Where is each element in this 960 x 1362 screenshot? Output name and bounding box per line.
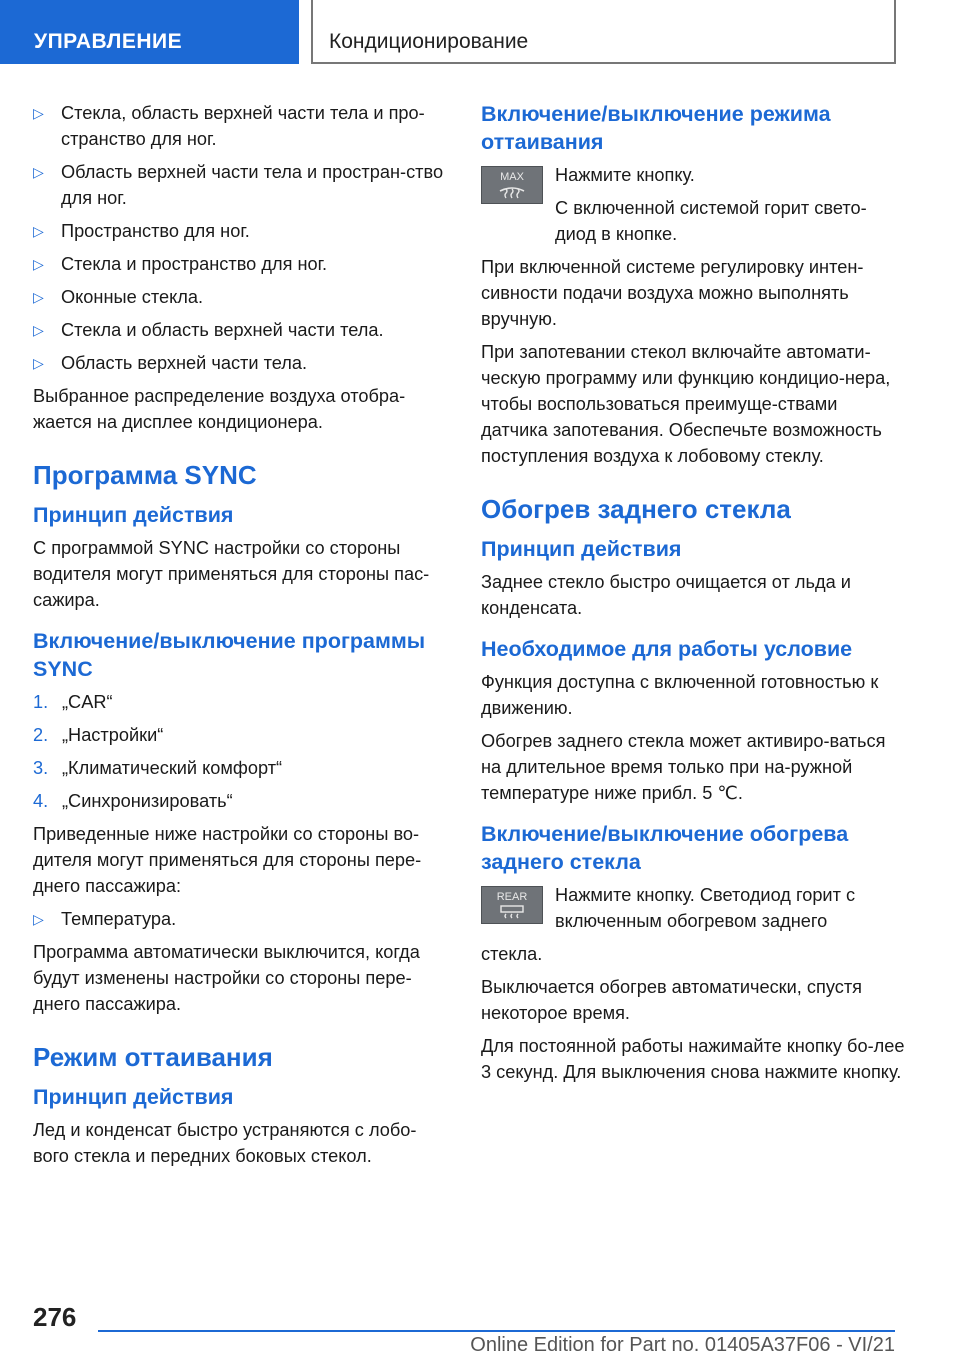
chapter-tab: УПРАВЛЕНИЕ [0, 0, 299, 64]
defrost-principle-heading: Принцип действия [33, 1085, 234, 1109]
edition-footer: Online Edition for Part no. 01405A37F06 - VI/21 [470, 1334, 895, 1356]
left-column [33, 100, 447, 1176]
paragraph: Программа автоматически выключится, когда будут изменены настройки со стороны пере-днего пассажира. [33, 942, 420, 1014]
triangle-bullet-icon: ▷ [33, 355, 44, 371]
paragraph: Нажмите кнопку. [555, 165, 695, 185]
defrost-heading: Режим оттаивания [33, 1042, 273, 1072]
paragraph: Приведенные ниже настройки со стороны во-дителя могут применяться для стороны пере-днего пассажира: [33, 824, 422, 896]
list-item: ▷ Стекла и область верхней части тела. [33, 317, 447, 343]
paragraph: При включенной системе регулировку интен-сивности подачи воздуха можно выполнять вручную. [481, 257, 864, 329]
step-number: 3. [33, 758, 49, 778]
max-instruction [481, 162, 905, 247]
sync-principle-heading: Принцип действия [33, 503, 234, 527]
paragraph: Функция доступна с включенной готовностью к движению. [481, 672, 879, 718]
right-column [481, 100, 905, 1092]
paragraph: Нажмите кнопку. Светодиод горит с включенным обогревом заднего [555, 885, 856, 931]
step-number: 4. [33, 791, 49, 811]
paragraph: С включенной системой горит свето-диод в кнопке. [555, 198, 867, 244]
sync-heading: Программа SYNC [33, 460, 257, 490]
list-item: ▷ Область верхней части тела и простран-ство для ног. [33, 159, 447, 211]
list-item: ▷ Область верхней части тела. [33, 350, 447, 376]
triangle-bullet-icon: ▷ [33, 105, 44, 121]
rear-toggle-heading: Включение/выключение обогрева заднего стекла [481, 822, 849, 874]
windshield-heat-icon [498, 185, 526, 199]
step-item: 1. „CAR“ [33, 689, 447, 715]
rear-defrost-button-icon: REAR [481, 886, 543, 924]
triangle-bullet-icon: ▷ [33, 911, 44, 927]
triangle-bullet-icon: ▷ [33, 289, 44, 305]
step-number: 1. [33, 692, 49, 712]
paragraph: Выбранное распределение воздуха отобра-жается на дисплее кондиционера. [33, 386, 406, 432]
rear-window-heading: Обогрев заднего стекла [481, 494, 791, 524]
triangle-bullet-icon: ▷ [33, 164, 44, 180]
triangle-bullet-icon: ▷ [33, 223, 44, 239]
rear-principle-heading: Принцип действия [481, 537, 682, 561]
paragraph: С программой SYNC настройки со стороны водителя могут применяться для стороны пас-сажира. [33, 538, 430, 610]
step-item: 4. „Синхронизировать“ [33, 788, 447, 814]
section-title: Кондиционирование [311, 0, 896, 64]
step-number: 2. [33, 725, 49, 745]
triangle-bullet-icon: ▷ [33, 256, 44, 272]
paragraph: Заднее стекло быстро очищается от льда и конденсата. [481, 572, 851, 618]
paragraph: При запотевании стекол включайте автомати-ческую программу или функцию кондицио-нера, чтобы воспользоваться преимуще-ствами датчика запотевания. Обеспечьте возможность поступления воздуха к лобовому стеклу. [481, 342, 891, 466]
step-item: 2. „Настройки“ [33, 722, 447, 748]
list-item: ▷ Пространство для ног. [33, 218, 447, 244]
rear-window-heat-icon [498, 905, 526, 919]
paragraph: стекла. [481, 944, 543, 964]
defrost-toggle-heading: Включение/выключение режима оттаивания [481, 102, 831, 154]
list-item: ▷ Стекла и пространство для ног. [33, 251, 447, 277]
paragraph: Лед и конденсат быстро устраняются с лобо-вого стекла и передних боковых стекол. [33, 1120, 417, 1166]
page-number: 276 [33, 1302, 77, 1332]
list-item: ▷ Стекла, область верхней части тела и про-странство для ног. [33, 100, 447, 152]
max-defrost-button-icon: MAX [481, 166, 543, 204]
step-item: 3. „Климатический комфорт“ [33, 755, 447, 781]
list-item: ▷ Оконные стекла. [33, 284, 447, 310]
triangle-bullet-icon: ▷ [33, 322, 44, 338]
list-item: ▷ Температура. [33, 906, 447, 932]
paragraph: Выключается обогрев автоматически, спустя некоторое время. [481, 977, 863, 1023]
sync-toggle-heading: Включение/выключение программы SYNC [33, 629, 426, 681]
paragraph: Для постоянной работы нажимайте кнопку бо-лее 3 секунд. Для выключения снова нажмите кнопку. [481, 1036, 905, 1082]
rear-instruction [481, 882, 905, 934]
rear-condition-heading: Необходимое для работы условие [481, 637, 853, 661]
footer-divider [98, 1330, 895, 1332]
paragraph: Обогрев заднего стекла может активиро-ваться на длительное время только при на-ружной температуре ниже прибл. 5 ℃. [481, 731, 886, 803]
